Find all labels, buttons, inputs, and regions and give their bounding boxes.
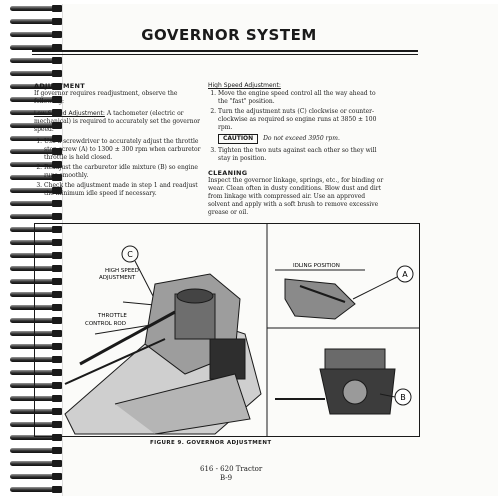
caution-badge: CAUTION [218, 134, 258, 144]
figure-illustration [35, 224, 419, 436]
low-speed-text: A tachometer (electric or mechanical) is required to accurately set the governor speed. [34, 110, 201, 133]
binding-hole [52, 447, 62, 454]
binding-hole [52, 70, 62, 77]
label-control-rod: CONTROL ROD [85, 321, 126, 327]
page-title: GOVERNOR SYSTEM [141, 26, 317, 44]
binding-coil [10, 448, 54, 453]
binding-hole [52, 5, 62, 12]
binding-hole [52, 213, 62, 220]
binding-coil [10, 71, 54, 76]
binding-coil [10, 201, 54, 206]
page-number: B-9 [220, 474, 233, 482]
cleaning-text: Inspect the governor linkage, springs, etc., for binding or wear. Clean often in dusty conditions. Blow dust and dirt from linkage with compressed air. Use an approved solvent and apply with a soft brush to remove excessive grease or oil. [208, 177, 384, 216]
binding-hole [52, 31, 62, 38]
binding-hole [52, 18, 62, 25]
binding-coil [10, 487, 54, 492]
binding-coil [10, 461, 54, 466]
governor-figure [34, 223, 420, 437]
list-item: 2. Turn the adjustment nuts (C) clockwise or counter-clockwise as required so engine runs at 3850 ± 100 rpm. [218, 108, 384, 132]
callout-b: B [400, 393, 406, 402]
cleaning-heading: CLEANING [208, 169, 248, 177]
left-column [34, 82, 204, 200]
figure-caption: FIGURE 9. GOVERNOR ADJUSTMENT [150, 440, 272, 446]
label-throttle: THROTTLE [98, 313, 127, 319]
title-rule [32, 50, 418, 52]
footer-model: 616 - 620 Tractor [200, 465, 263, 473]
adjustment-intro: If governor requires readjustment, observe the following: [34, 90, 178, 105]
low-speed-label: Low Speed Adjustment: [34, 110, 105, 117]
label-adjustment: ADJUSTMENT [99, 275, 136, 281]
binding-coil [10, 214, 54, 219]
caution-text: Do not exceed 3950 rpm. [263, 135, 340, 142]
title-rule-thin [32, 54, 418, 55]
binding-hole [52, 486, 62, 493]
callout-a: A [402, 270, 408, 279]
label-high-speed: HIGH SPEED [105, 268, 139, 274]
adjustment-heading: ADJUSTMENT [34, 82, 86, 90]
high-speed-label: High Speed Adjustment: [208, 82, 281, 89]
high-speed-steps-cont [208, 147, 384, 163]
caution-line [218, 134, 384, 144]
binding-hole [52, 200, 62, 207]
label-idling-position: IDLING POSITION [293, 263, 340, 269]
list-item: 3. Check the adjustment made in step 1 and readjust the minimum idle speed if necessary. [44, 182, 204, 198]
low-speed-steps [34, 138, 204, 198]
list-item: 1. Use a screwdriver to accurately adjust the throttle stop screw (A) to 1300 ± 300 rpm when carburetor throttle is held closed. [44, 138, 204, 162]
binding-hole [52, 473, 62, 480]
binding-coil [10, 58, 54, 63]
high-speed-steps [208, 90, 384, 132]
binding-hole [52, 57, 62, 64]
list-item: 3. Tighten the two nuts against each other so they will stay in position. [218, 147, 384, 163]
binding-coil [10, 6, 54, 11]
list-item: 1. Move the engine speed control all the way ahead to the "fast" position. [218, 90, 384, 106]
binding-coil [10, 474, 54, 479]
callout-c: C [127, 250, 133, 259]
list-item: 2. Readjust the carburetor idle mixture (B) so engine runs smoothly. [44, 164, 204, 180]
binding-hole [52, 460, 62, 467]
binding-coil [10, 32, 54, 37]
binding-coil [10, 19, 54, 24]
low-speed-paragraph [34, 110, 204, 134]
right-column [208, 82, 384, 221]
